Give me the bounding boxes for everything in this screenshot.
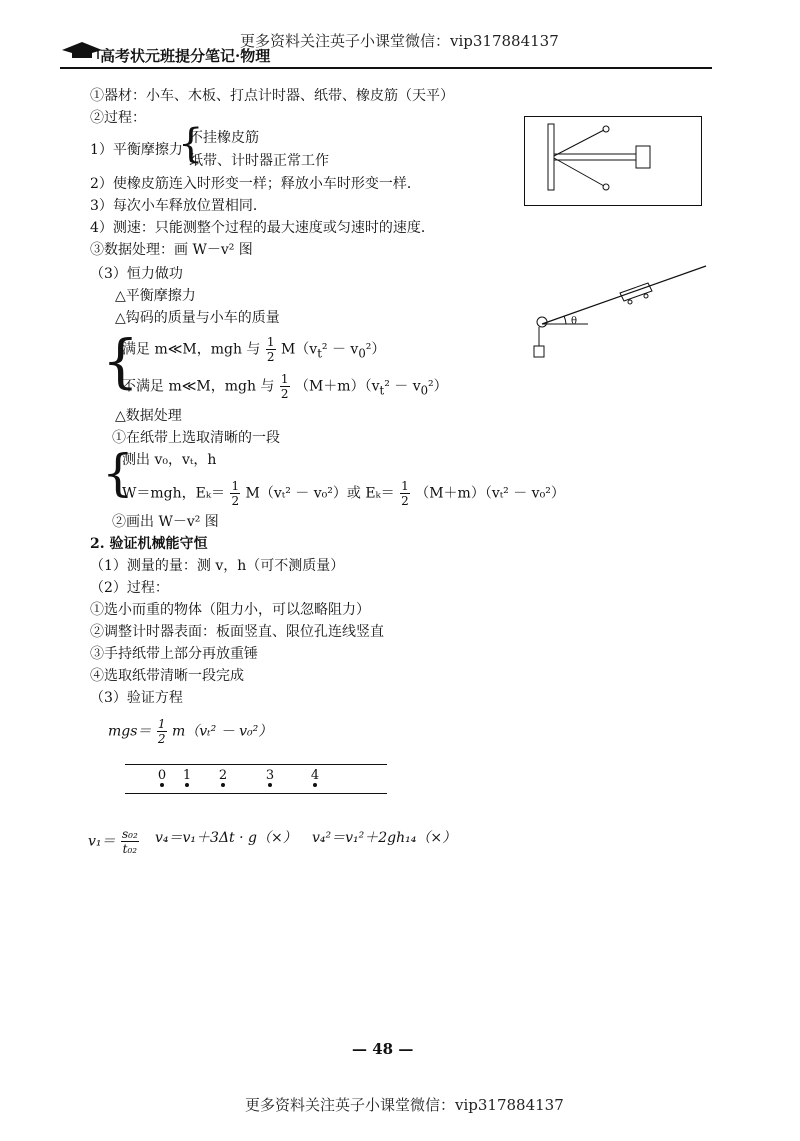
step-adjust-timer: ②调整计时器表面：板面竖直、限位孔连线竖直 (90, 624, 384, 640)
measure-values: 测出 v₀，vₜ，h (122, 452, 217, 468)
watermark-bottom: 更多资料关注英子小课堂微信：vip317884137 (245, 1096, 564, 1114)
condition-not-satisfied: 不满足 m≪M，mgh 与 $\frac{1}{2}$ $(M+m)(v_t^2 - v_0^2)$ (122, 372, 448, 401)
process-heading: ②过程： (90, 110, 146, 126)
book-title: 高考状元班提分笔记·物理 (100, 47, 271, 65)
tape-tick-label: 2 (218, 768, 228, 783)
balance-friction-item: △平衡摩擦力 (115, 288, 196, 304)
tape-top-edge (125, 764, 387, 765)
tape-tick-label: 0 (157, 768, 167, 783)
header-rule (60, 67, 712, 69)
no-rubber-band: 不挂橡皮筋 (189, 130, 259, 146)
fraction-half: $\frac{1}{2}$ (266, 335, 275, 364)
step-hold-tape: ③手持纸带上部分再放重锤 (90, 646, 258, 662)
page-number: — 48 — (352, 1040, 414, 1058)
v4-equation: v₄＝v₁＋3Δt · g（×） (155, 830, 297, 846)
rubber-band-diagram (524, 116, 702, 210)
fraction-half: $\frac{1}{2}$ (157, 717, 166, 746)
work-energy-equation: W＝mgh，Eₖ＝ $\frac{1}{2}$ M（vₜ² － v₀²）或 Eₖ＝ $\frac{1}{2}$ （M＋m）（vₜ² － v₀²） (122, 479, 565, 508)
fraction-s02-t02: $\frac{\text{s₀₂}}{\text{t₀₂}}$ (121, 827, 138, 856)
tape-tick-label: 4 (310, 768, 320, 783)
brace: { (102, 327, 139, 395)
tape-bottom-edge (125, 793, 387, 794)
v1-equation: v₁＝ $\frac{\text{s₀₂}}{\text{t₀₂}}$ (88, 827, 138, 856)
tape-dot (221, 783, 225, 787)
v4-squared-equation: v₄²＝v₁²＋2gh₁₄（×） (312, 830, 457, 846)
fraction-half: $\frac{1}{2}$ (401, 479, 409, 508)
mass-item: △钩码的质量与小车的质量 (115, 310, 280, 326)
tape-tick-label: 1 (182, 768, 192, 783)
draw-graph: ②画出 W－v² 图 (112, 514, 219, 530)
balance-friction-label: 1）平衡摩擦力 (90, 142, 183, 158)
section-heading: 2. 验证机械能守恒 (90, 536, 208, 552)
tape-dot (185, 783, 189, 787)
constant-force-heading: （3）恒力做功 (90, 266, 183, 282)
step-select-segment: ④选取纸带清晰一段完成 (90, 668, 244, 684)
equipment-line: ①器材：小车、木板、打点计时器、纸带、橡皮筋（天平） (90, 88, 454, 104)
watermark-top: 更多资料关注英子小课堂微信：vip317884137 (240, 32, 559, 50)
tape-timer-normal: 纸带、计时器正常工作 (189, 153, 329, 169)
tape-dot (313, 783, 317, 787)
step-choose-object: ①选小而重的物体（阻力小，可以忽略阻力） (90, 602, 370, 618)
tape-tick-label: 3 (265, 768, 275, 783)
select-tape-segment: ①在纸带上选取清晰的一段 (112, 430, 280, 446)
condition-satisfied: 满足 m≪M，mgh 与 $\frac{1}{2}$ $M(v_t^2 - v_0^2)$ (122, 335, 386, 364)
graduation-cap-icon (62, 42, 102, 66)
step-4: 4）测速：只能测整个过程的最大速度或匀速时的速度． (90, 220, 435, 236)
fraction-half: $\frac{1}{2}$ (231, 479, 240, 508)
tape-dot (160, 783, 164, 787)
data-processing-item: △数据处理 (115, 408, 182, 424)
verify-equation-heading: （3）验证方程 (90, 690, 183, 706)
brace: { (178, 121, 204, 167)
mgs-equation: mgs＝ $\frac{1}{2}$ m（vₜ² － v₀²） (108, 717, 273, 746)
incline-pulley-diagram (528, 264, 708, 368)
fraction-half: $\frac{1}{2}$ (280, 372, 289, 401)
step-3: 3）每次小车释放位置相同． (90, 198, 267, 214)
svg-text:θ: θ (571, 316, 578, 327)
measured-quantities: （1）测量的量：测 v，h（可不测质量） (90, 558, 345, 574)
tape-dot (268, 783, 272, 787)
process-heading-2: （2）过程： (90, 580, 169, 596)
step-2: 2）使橡皮筋连入时形变一样；释放小车时形变一样． (90, 176, 421, 192)
data-processing: ③数据处理：画 W－v² 图 (90, 242, 253, 258)
brace: { (102, 444, 134, 502)
